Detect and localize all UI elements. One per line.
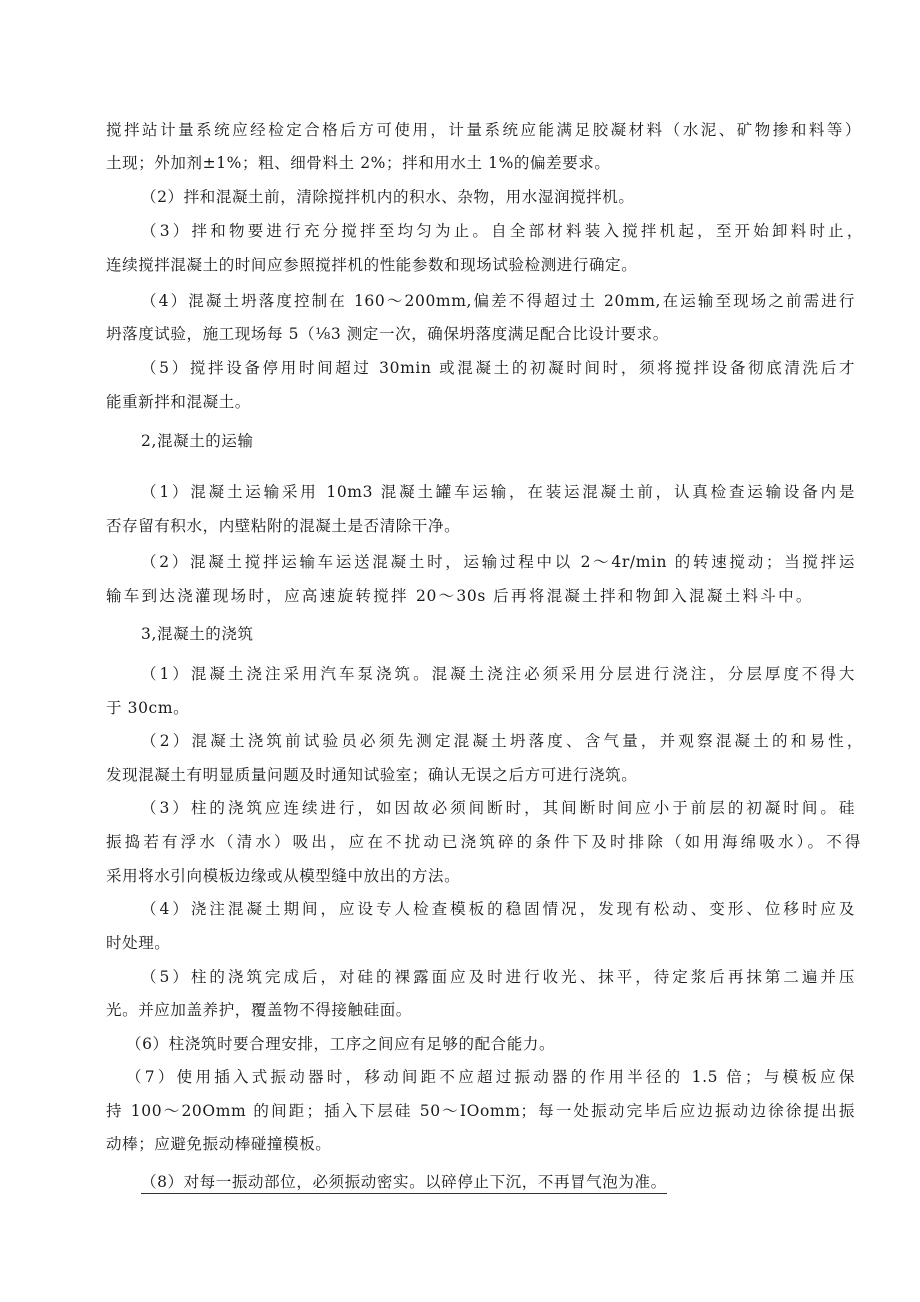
- paragraph-line: （3）柱的浇筑应连续进行，如因故必须间断时，其间断时间应小于前层的初凝时间。硅: [141, 799, 855, 817]
- paragraph-line: （4）混凝土坍落度控制在 160～200mm,偏差不得超过土 20mm,在运输至现场之前需进行: [141, 292, 855, 310]
- paragraph-line: 能重新拌和混凝土。: [106, 393, 251, 411]
- paragraph-line: （1）混凝土浇注采用汽车泵浇筑。混凝土浇注必须采用分层进行浇注，分层厚度不得大: [141, 665, 855, 683]
- paragraph-line: 发现混凝土有明显质量问题及时通知试验室；确认无误之后方可进行浇筑。: [106, 766, 638, 784]
- paragraph-line: 输车到达浇灌现场时，应高速旋转搅拌 20～30s 后再将混凝土拌和物卸入混凝土料斗中。: [106, 587, 812, 605]
- paragraph-line: （1）混凝土运输采用 10m3 混凝土罐车运输，在装运混凝土前，认真检查运输设备内是: [141, 483, 855, 501]
- paragraph-line: 连续搅拌混凝土的时间应参照搅拌机的性能参数和现场试验检测进行确定。: [106, 256, 638, 274]
- paragraph-line: 于 30cm。: [106, 699, 190, 717]
- paragraph-line: （2）混凝土搅拌运输车运送混凝土时，运输过程中以 2～4r/min 的转速搅动；当搅拌运: [141, 553, 855, 571]
- paragraph-line: （4）浇注混凝土期间，应设专人检查模板的稳固情况，发现有松动、变形、位移时应及: [141, 900, 855, 918]
- paragraph-line: 土现；外加剂±1%；粗、细骨料土 2%；拌和用水土 1%的偏差要求。: [106, 154, 611, 172]
- paragraph-line: （2）混凝土浇筑前试验员必须先测定混凝土坍落度、含气量，并观察混凝土的和易性，: [141, 732, 863, 750]
- paragraph-line: 坍落度试验，施工现场每 5（⅛3 测定一次，确保坍落度满足配合比设计要求。: [106, 325, 669, 343]
- paragraph-line: （5）柱的浇筑完成后，对硅的裸露面应及时进行收光、抹平，待定浆后再抹第二遍并压: [141, 968, 855, 986]
- section-heading: 3,混凝土的浇筑: [141, 625, 254, 643]
- paragraph-line: 动棒；应避免振动棒碰撞模板。: [106, 1135, 332, 1153]
- paragraph-line: （3）拌和物要进行充分搅拌至均匀为止。自全部材料装入搅拌机起，至开始卸料时止，: [141, 222, 863, 240]
- paragraph-line: （2）拌和混凝土前，清除搅拌机内的积水、杂物，用水湿润搅拌机。: [141, 188, 635, 206]
- underlined-paragraph-line: （8）对每一振动部位，必须振动密实。以碎停止下沉，不再冒气泡为准。: [141, 1172, 667, 1194]
- paragraph-line: 否存留有积水，内壁粘附的混凝土是否清除干净。: [106, 517, 461, 535]
- paragraph-line: 采用将水引向模板边缘或从模型缝中放出的方法。: [106, 867, 461, 885]
- paragraph-line: 持 100～20Omm 的间距；插入下层硅 50～IOomm；每一处振动完毕后应边振动边徐徐提出振: [106, 1102, 855, 1120]
- paragraph-line: （7）使用插入式振动器时，移动间距不应超过振动器的作用半径的 1.5 倍；与模板应保: [126, 1068, 855, 1086]
- paragraph-line: 光。并应加盖养护，覆盖物不得接触硅面。: [106, 1001, 412, 1019]
- paragraph-line: 搅拌站计量系统应经检定合格后方可使用，计量系统应能满足胶凝材料（水泥、矿物掺和料等）: [106, 121, 861, 139]
- paragraph-line: （6）柱浇筑时要合理安排，工序之间应有足够的配合能力。: [126, 1035, 556, 1053]
- paragraph-line: （5）搅拌设备停用时间超过 30min 或混凝土的初凝时间时，须将搅拌设备彻底清洗后才: [141, 359, 855, 377]
- paragraph-line: 时处理。: [106, 934, 171, 952]
- section-heading: 2,混凝土的运输: [141, 432, 254, 450]
- paragraph-line: 振捣若有浮水（清水）吸出，应在不扰动已浇筑碎的条件下及时排除（如用海绵吸水）。不得: [106, 833, 861, 851]
